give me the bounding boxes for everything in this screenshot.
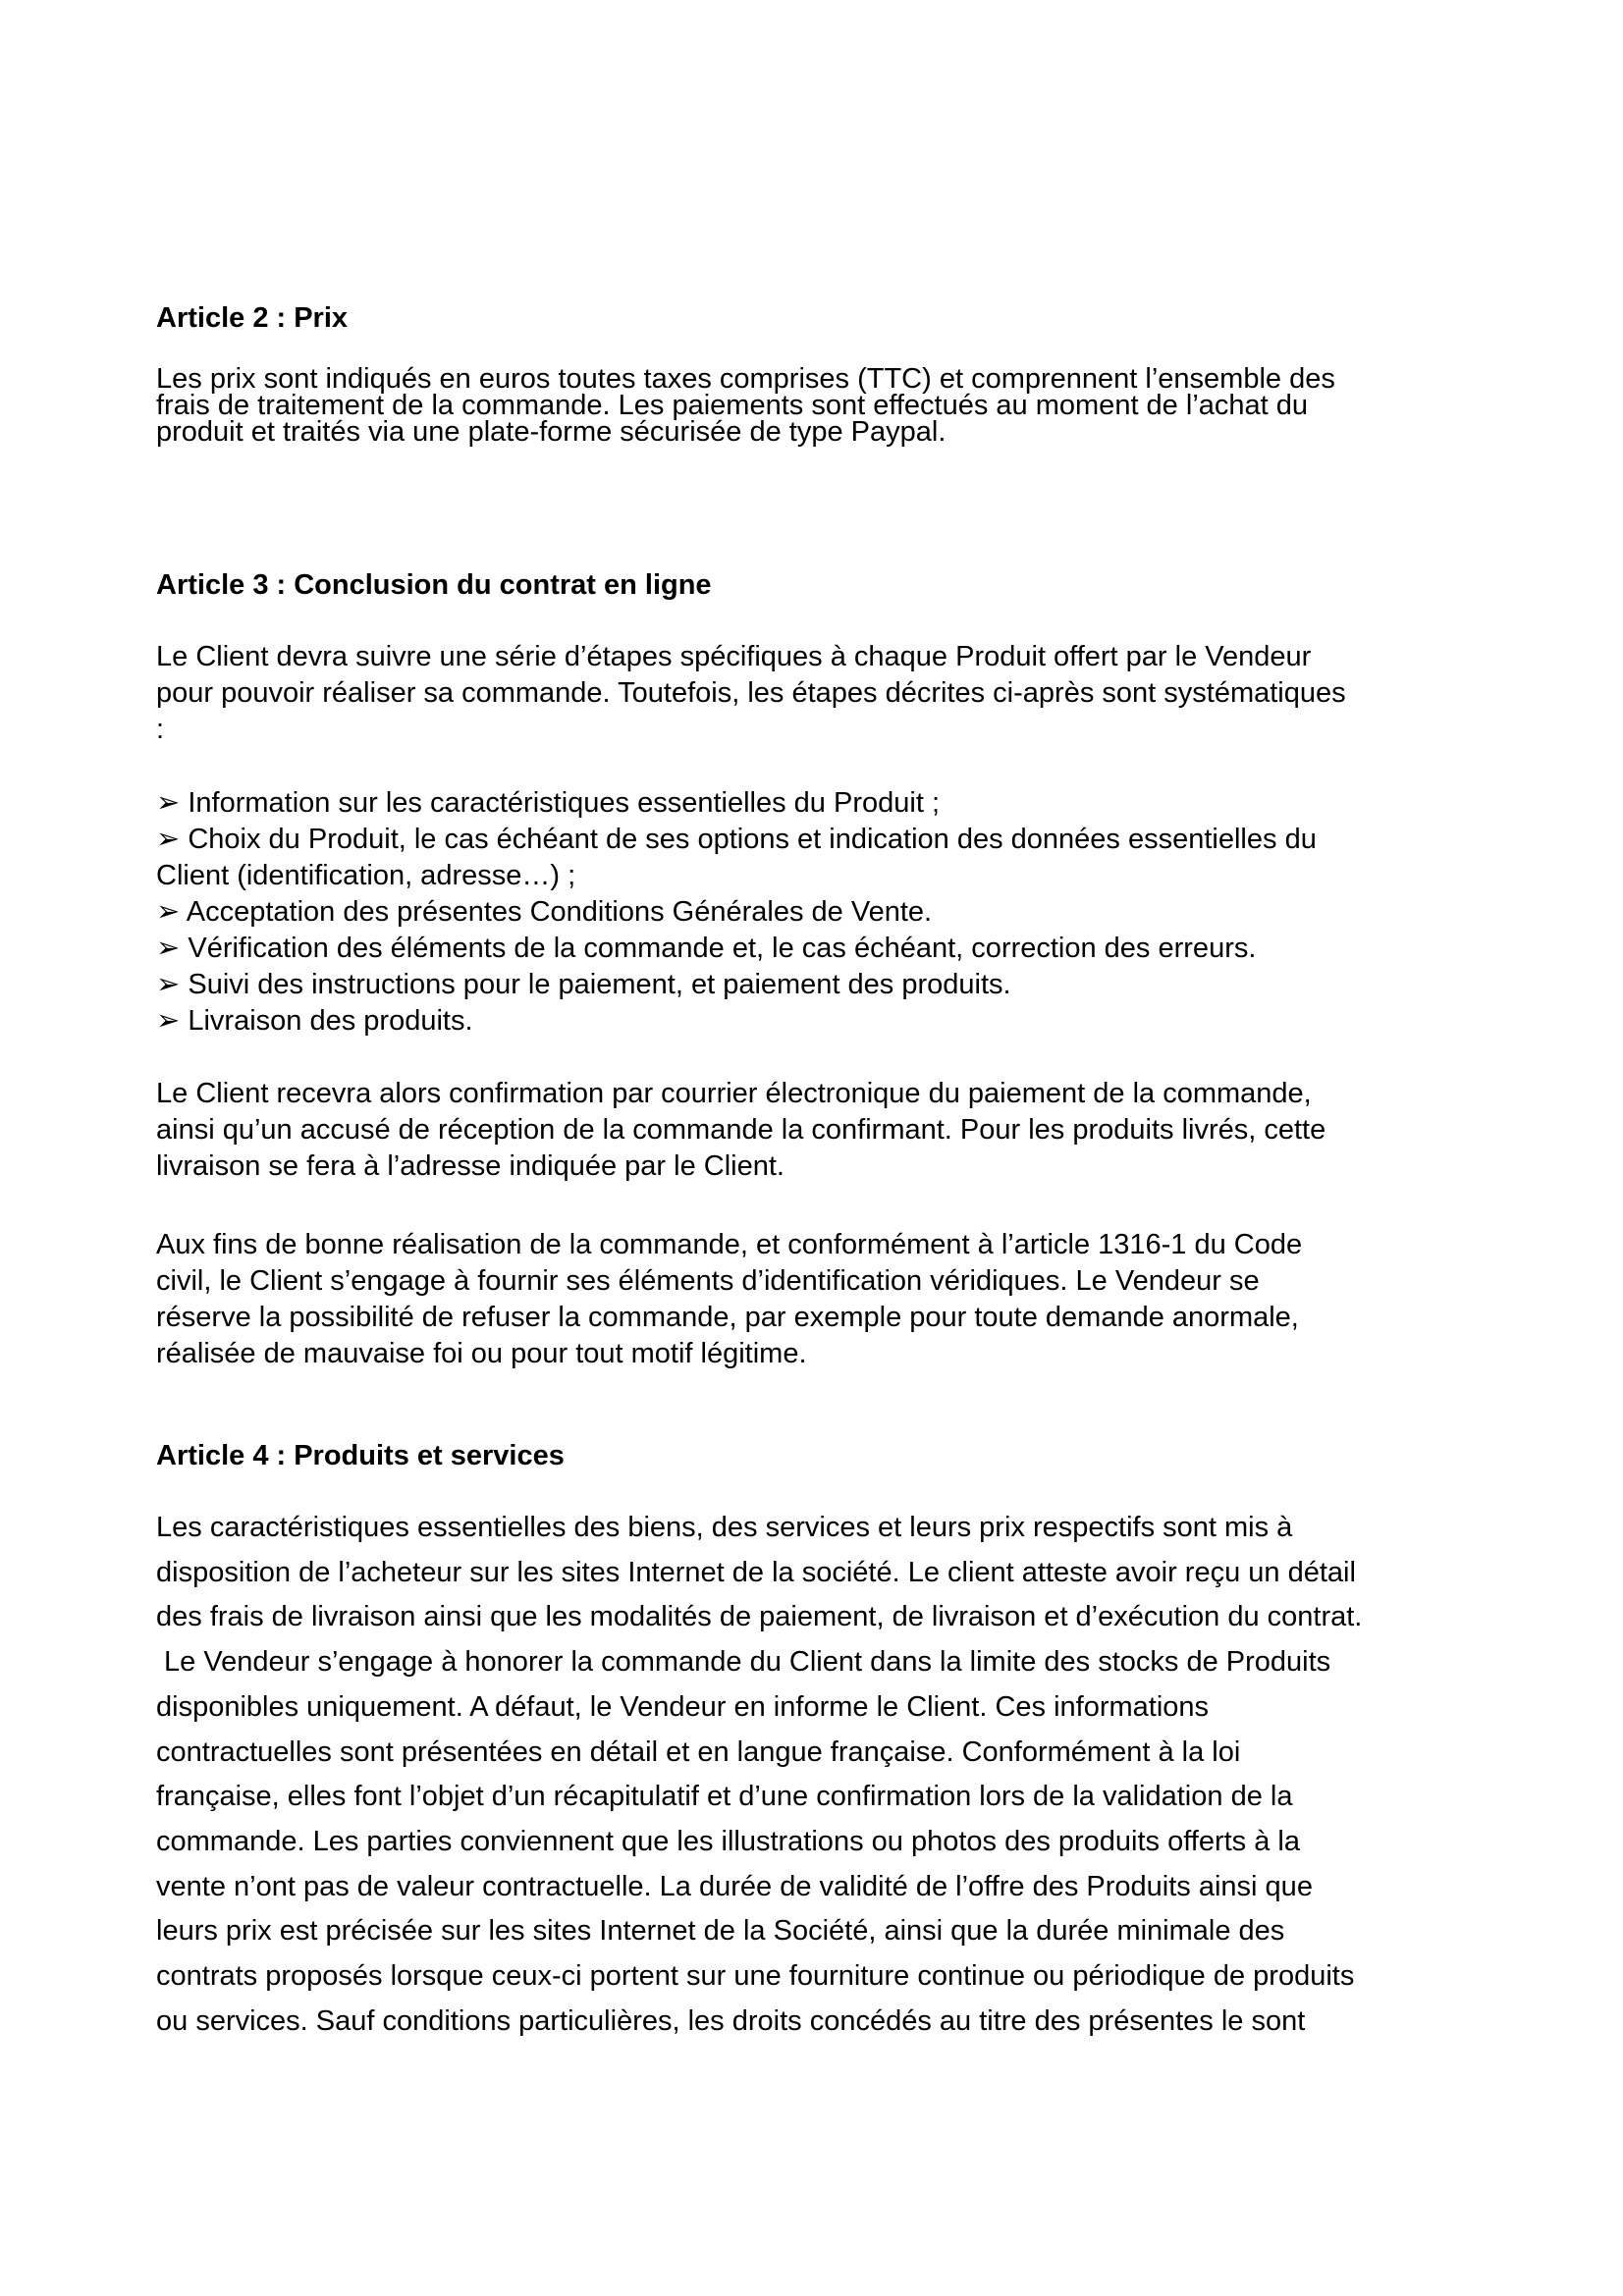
list-item: ➢ Acceptation des présentes Conditions Générales de Vente.: [156, 896, 933, 928]
list-item: ➢ Vérification des éléments de la commande et, le cas échéant, correction des erreurs.: [156, 933, 1257, 964]
article-3-confirmation-line: Le Client recevra alors confirmation par courrier électronique du paiement de la commande,: [156, 1078, 1312, 1109]
list-item: ➢ Information sur les caractéristiques essentielles du Produit ;: [156, 787, 940, 819]
article-4-line: disponibles uniquement. A défaut, le Vendeur en informe le Client. Ces informations: [156, 1690, 1210, 1723]
article-4-line: contractuelles sont présentées en détail et en langue française. Conformément à la loi: [156, 1735, 1241, 1768]
article-4-line: Le Vendeur s’engage à honorer la commande du Client dans la limite des stocks de Produits: [156, 1646, 1331, 1679]
article-2-paragraph: [156, 363, 1531, 448]
article-3-identification-line: civil, le Client s’engage à fournir ses éléments d’identification véridiques. Le Vendeur se: [156, 1265, 1260, 1297]
article-3-heading: Article 3 : Conclusion du contrat en ligne: [156, 569, 712, 601]
article-4-line: Les caractéristiques essentielles des biens, des services et leurs prix respectifs sont mis à: [156, 1512, 1293, 1543]
article-4-line: contrats proposés lorsque ceux-ci portent sur une fourniture continue ou périodique de produits: [156, 1960, 1355, 1993]
article-4-line: française, elles font l’objet d’un récapitulatif et d’une confirmation lors de la validation de la: [156, 1781, 1293, 1813]
article-3-intro-line: :: [156, 714, 165, 745]
list-item: ➢ Suivi des instructions pour le paiement, et paiement des produits.: [156, 969, 1011, 1000]
article-4-line: des frais de livraison ainsi que les modalités de paiement, de livraison et d’exécution du contrat.: [156, 1601, 1363, 1633]
article-4-line: commande. Les parties conviennent que les illustrations ou photos des produits offerts à la: [156, 1825, 1300, 1857]
article-3-identification-line: réserve la possibilité de refuser la commande, par exemple pour toute demande anormale,: [156, 1302, 1299, 1333]
article-3-identification-line: Aux fins de bonne réalisation de la commande, et conformément à l’article 1316-1 du Code: [156, 1229, 1303, 1260]
article-2-heading: Article 2 : Prix: [156, 302, 349, 334]
article-4-line: leurs prix est précisée sur les sites Internet de la Société, ainsi que la durée minimale des: [156, 1915, 1285, 1948]
list-item-continuation: Client (identification, adresse…) ;: [156, 860, 576, 891]
article-2-line: frais de traitement de la commande. Les paiements sont effectués au moment de l’achat du: [156, 390, 1309, 421]
article-3-intro-line: Le Client devra suivre une série d’étapes spécifiques à chaque Produit offert par le Vendeur: [156, 641, 1312, 672]
article-4-heading: Article 4 : Produits et services: [156, 1440, 565, 1471]
article-3-intro-line: pour pouvoir réaliser sa commande. Toutefois, les étapes décrites ci-après sont systématiques: [156, 677, 1346, 709]
article-3-steps-list: [156, 785, 1531, 1040]
list-item: ➢ Livraison des produits.: [156, 1005, 473, 1037]
article-4-paragraph: [156, 1506, 1531, 2044]
article-3-confirmation-line: livraison se fera à l’adresse indiquée par le Client.: [156, 1150, 784, 1182]
article-4-line: vente n’ont pas de valeur contractuelle. La durée de validité de l’offre des Produits ainsi que: [156, 1870, 1313, 1902]
article-3-confirmation-paragraph: [156, 1076, 1531, 1185]
article-2-line: produit et traités via une plate-forme sécurisée de type Paypal.: [156, 416, 947, 448]
list-item: ➢ Choix du Produit, le cas échéant de ses options et indication des données essentielles du: [156, 824, 1317, 855]
article-4-line: ou services. Sauf conditions particulières, les droits concédés au titre des présentes le sont: [156, 2004, 1306, 2037]
article-3-confirmation-line: ainsi qu’un accusé de réception de la commande la confirmant. Pour les produits livrés, cette: [156, 1114, 1326, 1146]
article-3-identification-line: réalisée de mauvaise foi ou pour tout motif légitime.: [156, 1338, 807, 1369]
article-2-line: Les prix sont indiqués en euros toutes taxes comprises (TTC) et comprennent l’ensemble des: [156, 363, 1335, 395]
article-3-intro-paragraph: [156, 639, 1531, 748]
article-4-line: disposition de l’acheteur sur les sites Internet de la société. Le client atteste avoir reçu un détail: [156, 1556, 1356, 1588]
article-3-identification-paragraph: [156, 1227, 1531, 1372]
